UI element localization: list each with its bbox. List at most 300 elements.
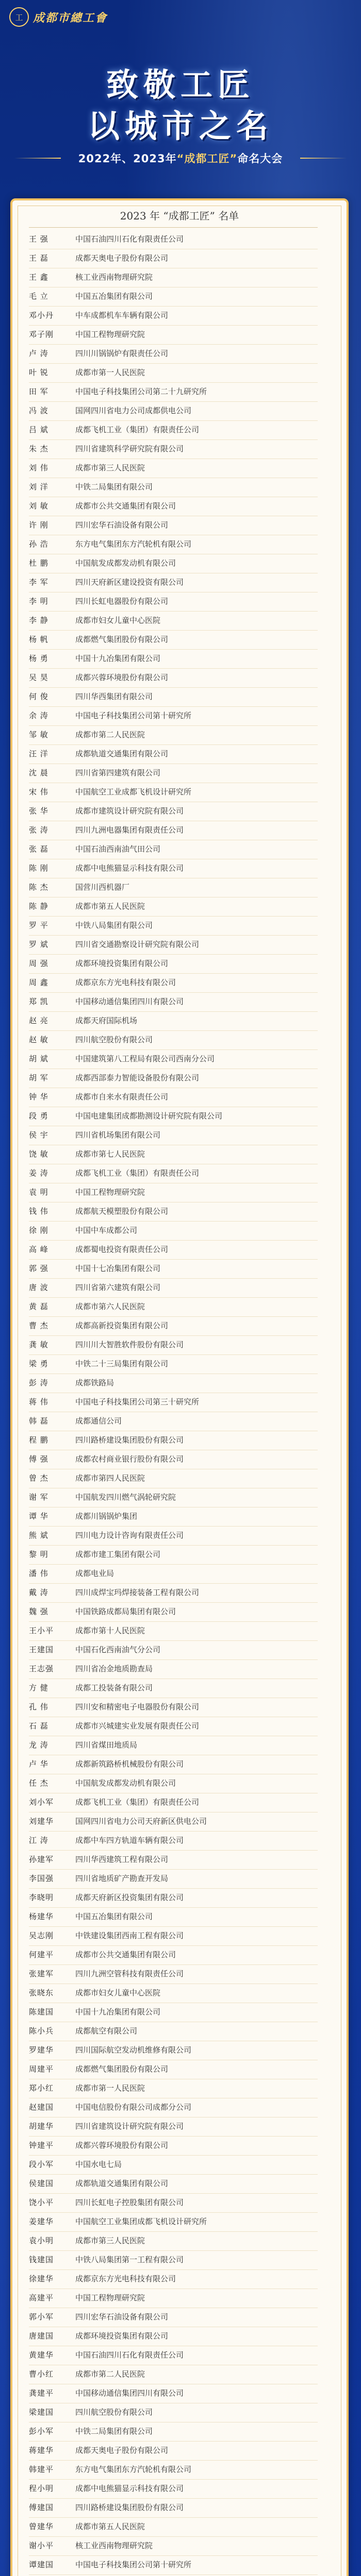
honoree-organization: 四川航空股份有限公司 <box>75 1035 153 1044</box>
table-row <box>29 535 318 554</box>
table-row <box>29 421 318 440</box>
table-row <box>29 1507 318 1527</box>
table-row <box>29 1450 318 1469</box>
honoree-name: 黎 明 <box>29 1550 48 1559</box>
honoree-organization: 四川成焊宝玛焊接装备工程有限公司 <box>75 1588 200 1597</box>
table-row <box>29 1889 318 1908</box>
honoree-name: 饶小平 <box>29 2198 54 2207</box>
table-row <box>29 1603 318 1622</box>
honoree-name: 吴 昊 <box>29 673 48 682</box>
honoree-organization: 中国铁路成都局集团有限公司 <box>75 1607 176 1616</box>
honoree-organization: 中国石油四川石化有限责任公司 <box>75 234 184 244</box>
honoree-name: 袁小明 <box>29 2236 54 2245</box>
honoree-organization: 成都市建工集团有限公司 <box>75 1550 161 1559</box>
honoree-organization: 成都航天模塑股份有限公司 <box>75 1207 169 1216</box>
honoree-organization: 成都市建筑设计研究院有限公司 <box>75 806 184 816</box>
honoree-organization: 中国建筑第八工程局有限公司西南分公司 <box>75 1054 215 1063</box>
honoree-name: 姜 涛 <box>29 1168 48 1178</box>
honoree-name: 赵 亮 <box>29 1016 48 1025</box>
honoree-name: 沈 晨 <box>29 768 48 777</box>
honoree-organization: 成都市公共交通集团有限公司 <box>75 1950 176 1959</box>
table-row <box>29 1241 318 1260</box>
table-row <box>29 1317 318 1336</box>
honoree-name: 叶 锐 <box>29 368 48 377</box>
table-row <box>29 1965 318 1984</box>
honoree-name: 姜建华 <box>29 2217 54 2226</box>
table-row <box>29 1584 318 1603</box>
honoree-name: 彭小军 <box>29 2427 54 2436</box>
table-row <box>29 2499 318 2518</box>
honoree-organization: 中铁二十三局集团有限公司 <box>75 1359 169 1368</box>
honoree-name: 梁建国 <box>29 2408 54 2417</box>
table-row <box>29 1755 318 1774</box>
table-row <box>29 2346 318 2365</box>
honoree-name: 梁 勇 <box>29 1359 48 1368</box>
honoree-organization: 成都市公共交通集团有限公司 <box>75 501 176 511</box>
table-row <box>29 1641 318 1660</box>
honoree-organization: 中国电子科技集团公司第三十研究所 <box>75 1397 200 1406</box>
honoree-organization: 中车成都机车车辆有限公司 <box>75 311 169 320</box>
table-row <box>29 897 318 917</box>
honoree-organization: 成都燃气集团股份有限公司 <box>75 635 169 644</box>
table-row <box>29 1832 318 1851</box>
table-row <box>29 2384 318 2403</box>
table-row <box>29 1336 318 1355</box>
honoree-organization: 成都天府新区投资集团有限公司 <box>75 1893 184 1902</box>
honoree-name: 魏 强 <box>29 1607 48 1616</box>
honoree-name: 邓子刚 <box>29 330 54 339</box>
table-row <box>29 1431 318 1450</box>
table-row <box>29 1145 318 1164</box>
table-row <box>29 2156 318 2175</box>
honoree-organization: 成都市妇女儿童中心医院 <box>75 1988 161 1997</box>
honoree-organization: 成都农村商业银行股份有限公司 <box>75 1454 184 1464</box>
honoree-organization: 成都飞机工业（集团）有限责任公司 <box>75 425 200 434</box>
honoree-name: 杜 鹏 <box>29 558 48 568</box>
honoree-name: 李国强 <box>29 1874 54 1883</box>
table-row <box>29 612 318 631</box>
honoree-organization: 中国电子科技集团公司第十研究所 <box>75 2560 192 2569</box>
honoree-organization: 中国工程物理研究院 <box>75 330 145 339</box>
table-row <box>29 1908 318 1927</box>
honoree-organization: 成都通信公司 <box>75 1416 122 1426</box>
honoree-name: 李 军 <box>29 578 48 587</box>
table-row <box>29 2461 318 2480</box>
list-divider <box>29 227 318 228</box>
honoree-organization: 四川省第四建筑有限公司 <box>75 768 161 777</box>
table-row <box>29 2556 318 2575</box>
honoree-organization: 成都市第二人民医院 <box>75 2369 145 2379</box>
table-row <box>29 592 318 612</box>
honoree-name: 赵建国 <box>29 2103 54 2112</box>
honoree-name: 陈 杰 <box>29 883 48 892</box>
headline-line2: 以城市之名 <box>87 107 273 145</box>
honoree-name: 徐 刚 <box>29 1226 48 1235</box>
table-row <box>29 1660 318 1679</box>
honoree-name: 谭 华 <box>29 1512 48 1521</box>
honoree-organization: 成都飞机工业（集团）有限责任公司 <box>75 1798 200 1807</box>
table-row <box>29 2518 318 2537</box>
honoree-organization: 中国十九冶集团有限公司 <box>75 654 161 663</box>
table-row <box>29 2060 318 2079</box>
table-row <box>29 1012 318 1031</box>
honoree-name: 侯建国 <box>29 2179 54 2188</box>
table-row <box>29 650 318 669</box>
honoree-organization: 成都市第三人民医院 <box>75 463 145 472</box>
honoree-organization: 中铁建设集团西南工程有限公司 <box>75 1931 184 1940</box>
header <box>0 0 361 191</box>
honoree-name: 陈 静 <box>29 902 48 911</box>
honoree-organization: 四川电力设计咨询有限责任公司 <box>75 1531 184 1540</box>
table-row <box>29 1622 318 1641</box>
honoree-name: 张建军 <box>29 1969 54 1978</box>
honoree-name: 程 鹏 <box>29 1435 48 1445</box>
honoree-organization: 中国航发四川燃气涡轮研究院 <box>75 1493 176 1502</box>
honoree-organization: 成都铁路局 <box>75 1378 114 1387</box>
honoree-name: 高建平 <box>29 2293 54 2302</box>
table-row <box>29 1679 318 1698</box>
table-row <box>29 2251 318 2270</box>
table-row <box>29 936 318 955</box>
headline-line1: 致敬工匠 <box>106 66 255 104</box>
honoree-name: 王 鑫 <box>29 273 48 282</box>
honoree-name: 汪 洋 <box>29 749 48 758</box>
table-row <box>29 2442 318 2461</box>
honoree-organization: 四川九洲空管科技有限责任公司 <box>75 1969 184 1978</box>
honoree-organization: 中国移动通信集团四川有限公司 <box>75 2388 184 2398</box>
honoree-name: 罗建华 <box>29 2045 54 2055</box>
name-list <box>29 230 318 2576</box>
table-row <box>29 802 318 821</box>
table-row <box>29 1222 318 1241</box>
honoree-organization: 中国移动通信集团四川有限公司 <box>75 997 184 1006</box>
honoree-name: 余 涛 <box>29 711 48 720</box>
honoree-name: 王建国 <box>29 1645 54 1654</box>
honoree-organization: 成都市第四人民医院 <box>75 1473 145 1483</box>
honoree-organization: 成都中电熊猫显示科技有限公司 <box>75 863 184 873</box>
honoree-organization: 中国五冶集团有限公司 <box>75 1912 153 1921</box>
honoree-organization: 成都飞机工业（集团）有限责任公司 <box>75 1168 200 1178</box>
table-row <box>29 2022 318 2041</box>
honoree-organization: 中国石化西南油气分公司 <box>75 1645 161 1654</box>
honoree-organization: 中国电信股份有限公司成都分公司 <box>75 2103 192 2112</box>
honoree-name: 龙 涛 <box>29 1740 48 1750</box>
honoree-name: 郑小红 <box>29 2083 54 2093</box>
honoree-organization: 中国航发成都发动机有限公司 <box>75 1778 176 1788</box>
table-row <box>29 287 318 307</box>
honoree-organization: 中国石油四川石化有限责任公司 <box>75 2350 184 2360</box>
honoree-organization: 成都环境投资集团有限公司 <box>75 2331 169 2341</box>
honoree-name: 郭小军 <box>29 2312 54 2321</box>
honoree-name: 何 俊 <box>29 692 48 701</box>
honoree-name: 孔 伟 <box>29 1702 48 1711</box>
table-row <box>29 364 318 383</box>
honoree-name: 曾建华 <box>29 2522 54 2531</box>
table-row <box>29 993 318 1012</box>
honoree-name: 高 峰 <box>29 1245 48 1254</box>
honoree-organization: 四川省地质矿产勘查开发局 <box>75 1874 169 1883</box>
honoree-name: 龚建平 <box>29 2388 54 2398</box>
honoree-name: 江 涛 <box>29 1836 48 1845</box>
table-row <box>29 1812 318 1832</box>
name-list-card <box>10 198 349 2576</box>
table-row <box>29 1202 318 1222</box>
honoree-name: 胡 斌 <box>29 1054 48 1063</box>
honoree-organization: 四川九洲电器集团有限责任公司 <box>75 825 184 835</box>
list-title: 2023 年 “成都工匠” 名单 <box>120 210 239 222</box>
honoree-name: 王小平 <box>29 1626 54 1635</box>
table-row <box>29 1374 318 1393</box>
table-row <box>29 1107 318 1126</box>
table-row <box>29 459 318 478</box>
table-row <box>29 268 318 287</box>
honoree-name: 冯 波 <box>29 406 48 415</box>
honoree-organization: 中铁八局集团有限公司 <box>75 921 153 930</box>
honoree-name: 饶 敏 <box>29 1149 48 1159</box>
honoree-name: 周建平 <box>29 2064 54 2074</box>
table-row <box>29 1927 318 1946</box>
table-row <box>29 516 318 535</box>
table-row <box>29 631 318 650</box>
table-row <box>29 249 318 268</box>
honoree-organization: 四川路桥建设集团股份有限公司 <box>75 2503 184 2512</box>
honoree-organization: 中国工程物理研究院 <box>75 1188 145 1197</box>
honoree-organization: 成都新筑路桥机械股份有限公司 <box>75 1759 184 1769</box>
honoree-name: 卢 华 <box>29 1759 48 1769</box>
honoree-organization: 成都京东方光电科技有限公司 <box>75 2274 176 2283</box>
honoree-name: 邓小丹 <box>29 311 54 320</box>
honoree-organization: 成都高新投资集团有限公司 <box>75 1321 169 1330</box>
table-row <box>29 2213 318 2232</box>
table-row <box>29 2041 318 2060</box>
honoree-name: 侯 宇 <box>29 1130 48 1140</box>
honoree-name: 谢 军 <box>29 1493 48 1502</box>
honoree-name: 黄 磊 <box>29 1302 48 1311</box>
honoree-name: 曹 杰 <box>29 1321 48 1330</box>
honoree-name: 王志强 <box>29 1664 54 1673</box>
honoree-organization: 成都市第六人民医院 <box>75 1302 145 1311</box>
table-row <box>29 326 318 345</box>
honoree-organization: 成都天奥电子股份有限公司 <box>75 2446 169 2455</box>
table-row <box>29 2117 318 2137</box>
honoree-name: 罗 平 <box>29 921 48 930</box>
table-row <box>29 2422 318 2442</box>
honoree-name: 钱 伟 <box>29 1207 48 1216</box>
honoree-organization: 成都西部泰力智能设备股份有限公司 <box>75 1073 200 1082</box>
honoree-name: 王 强 <box>29 234 48 244</box>
table-row <box>29 1698 318 1717</box>
honoree-name: 袁 明 <box>29 1188 48 1197</box>
honoree-name: 张 华 <box>29 806 48 816</box>
table-row <box>29 1412 318 1431</box>
table-row <box>29 2365 318 2384</box>
honoree-organization: 成都轨道交通集团有限公司 <box>75 2179 169 2188</box>
honoree-organization: 四川宏华石油设备有限公司 <box>75 520 169 530</box>
table-row <box>29 878 318 897</box>
table-row <box>29 1393 318 1412</box>
honoree-name: 彭 涛 <box>29 1378 48 1387</box>
honoree-organization: 四川宏华石油设备有限公司 <box>75 2312 169 2321</box>
honoree-organization: 四川川锅锅炉有限责任公司 <box>75 349 169 358</box>
honoree-organization: 四川省机场集团有限公司 <box>75 1130 161 1140</box>
table-row <box>29 478 318 497</box>
honoree-name: 郑 凯 <box>29 997 48 1006</box>
table-row <box>29 1050 318 1069</box>
honoree-name: 毛 立 <box>29 292 48 301</box>
honoree-name: 赵 敏 <box>29 1035 48 1044</box>
honoree-organization: 成都市第十人民医院 <box>75 1626 145 1635</box>
honoree-name: 宋 伟 <box>29 787 48 796</box>
honoree-name: 李 静 <box>29 616 48 625</box>
honoree-organization: 成都天府国际机场 <box>75 1016 138 1025</box>
honoree-name: 任 杰 <box>29 1778 48 1788</box>
honoree-organization: 成都工投装备有限公司 <box>75 1683 153 1692</box>
honoree-name: 傅 强 <box>29 1454 48 1464</box>
table-row <box>29 497 318 516</box>
honoree-name: 刘 伟 <box>29 463 48 472</box>
honoree-organization: 中国电子科技集团公司第十研究所 <box>75 711 192 720</box>
honoree-name: 张 磊 <box>29 844 48 854</box>
table-row <box>29 383 318 402</box>
honoree-name: 傅建国 <box>29 2503 54 2512</box>
table-row <box>29 2270 318 2289</box>
honoree-organization: 四川省冶金地质勘查局 <box>75 1664 153 1673</box>
honoree-organization: 东方电气集团东方汽轮机有限公司 <box>75 539 192 549</box>
honoree-organization: 国网四川省电力公司天府新区供电公司 <box>75 1817 207 1826</box>
table-row <box>29 2537 318 2556</box>
table-row <box>29 1279 318 1298</box>
table-row <box>29 1851 318 1870</box>
honoree-name: 张晓东 <box>29 1988 54 1997</box>
honoree-organization: 成都燃气集团股份有限公司 <box>75 2064 169 2074</box>
honoree-organization: 成都市第一人民医院 <box>75 2083 145 2093</box>
table-row <box>29 1717 318 1736</box>
table-row <box>29 402 318 421</box>
table-row <box>29 2403 318 2422</box>
table-row <box>29 1546 318 1565</box>
honoree-name: 刘小军 <box>29 1798 54 1807</box>
table-row <box>29 1031 318 1050</box>
honoree-name: 刘 敏 <box>29 501 48 511</box>
honoree-name: 陈 刚 <box>29 863 48 873</box>
honoree-name: 刘建华 <box>29 1817 54 1826</box>
honoree-name: 卢 涛 <box>29 349 48 358</box>
honoree-name: 王 磊 <box>29 253 48 263</box>
honoree-organization: 中国五冶集团有限公司 <box>75 292 153 301</box>
honoree-name: 陈建国 <box>29 2007 54 2016</box>
table-row <box>29 1527 318 1546</box>
honoree-organization: 四川长虹电子控股集团有限公司 <box>75 2198 184 2207</box>
honoree-name: 黄建华 <box>29 2350 54 2360</box>
table-row <box>29 2289 318 2308</box>
honoree-organization: 中铁二局集团有限公司 <box>75 2427 153 2436</box>
honoree-name: 刘 洋 <box>29 482 48 492</box>
honoree-organization: 成都兴蓉环境股份有限公司 <box>75 2141 169 2150</box>
honoree-name: 孙 浩 <box>29 539 48 549</box>
honoree-organization: 中铁八局集团第一工程有限公司 <box>75 2255 184 2264</box>
honoree-name: 何建平 <box>29 1950 54 1959</box>
union-logo <box>9 7 107 27</box>
honoree-organization: 成都中电熊猫显示科技有限公司 <box>75 2484 184 2493</box>
honoree-organization: 成都市兴城建实业发展有限责任公司 <box>75 1721 200 1731</box>
honoree-organization: 成都市第一人民医院 <box>75 368 145 377</box>
honoree-organization: 四川天府新区建设投资有限公司 <box>75 578 184 587</box>
honoree-name: 张 涛 <box>29 825 48 835</box>
honoree-name: 蒋 伟 <box>29 1397 48 1406</box>
table-row <box>29 1164 318 1183</box>
honoree-organization: 国营川西机器厂 <box>75 883 130 892</box>
honoree-name: 曾 杰 <box>29 1473 48 1483</box>
table-row <box>29 2003 318 2022</box>
honoree-organization: 成都市第七人民医院 <box>75 1149 145 1159</box>
table-row <box>29 1260 318 1279</box>
honoree-name: 方 健 <box>29 1683 48 1692</box>
honoree-name: 熊 斌 <box>29 1531 48 1540</box>
honoree-organization: 成都市第五人民医院 <box>75 2522 145 2531</box>
honoree-organization: 成都环境投资集团有限公司 <box>75 959 169 968</box>
honoree-name: 罗 斌 <box>29 940 48 949</box>
table-row <box>29 1946 318 1965</box>
table-row <box>29 2137 318 2156</box>
honoree-organization: 四川国际航空发动机维修有限公司 <box>75 2045 192 2055</box>
honoree-organization: 成都京东方光电科技有限公司 <box>75 978 176 987</box>
table-row <box>29 2098 318 2117</box>
honoree-name: 陈小兵 <box>29 2026 54 2036</box>
table-row <box>29 1088 318 1107</box>
honoree-name: 唐建国 <box>29 2331 54 2341</box>
table-row <box>29 669 318 688</box>
honoree-name: 李晓明 <box>29 1893 54 1902</box>
honoree-name: 胡 军 <box>29 1073 48 1082</box>
honoree-name: 徐建华 <box>29 2274 54 2283</box>
table-row <box>29 1793 318 1812</box>
table-row <box>29 974 318 993</box>
honoree-organization: 四川路桥建设集团股份有限公司 <box>75 1435 184 1445</box>
honoree-name: 孙建军 <box>29 1855 54 1864</box>
honoree-name: 曹小红 <box>29 2369 54 2379</box>
table-row <box>29 1565 318 1584</box>
table-row <box>29 955 318 974</box>
table-row <box>29 440 318 459</box>
honoree-name: 郭 强 <box>29 1264 48 1273</box>
honoree-organization: 中国石油西南油气田公司 <box>75 844 161 854</box>
honoree-organization: 中国工程物理研究院 <box>75 2293 145 2302</box>
table-row <box>29 840 318 859</box>
table-row <box>29 2308 318 2327</box>
table-row <box>29 2175 318 2194</box>
table-row <box>29 726 318 745</box>
honoree-name: 朱 杰 <box>29 444 48 453</box>
honoree-organization: 核工业西南物理研究院 <box>75 273 153 282</box>
honoree-organization: 成都市第二人民医院 <box>75 730 145 739</box>
honoree-organization: 中国十七冶集团有限公司 <box>75 1264 161 1273</box>
honoree-name: 戴 涛 <box>29 1588 48 1597</box>
honoree-name: 唐 波 <box>29 1283 48 1292</box>
table-row <box>29 307 318 326</box>
honoree-name: 潘 伟 <box>29 1569 48 1578</box>
table-row <box>29 2079 318 2098</box>
table-row <box>29 1774 318 1793</box>
honoree-name: 邹 敏 <box>29 730 48 739</box>
table-row <box>29 764 318 783</box>
honoree-organization: 四川川大智胜软件股份有限公司 <box>75 1340 184 1349</box>
honoree-name: 钱建国 <box>29 2255 54 2264</box>
union-logo-text: 成都市總工會 <box>33 11 108 25</box>
table-row <box>29 745 318 764</box>
honoree-organization: 成都市妇女儿童中心医院 <box>75 616 161 625</box>
table-row <box>29 859 318 878</box>
table-row <box>29 1298 318 1317</box>
